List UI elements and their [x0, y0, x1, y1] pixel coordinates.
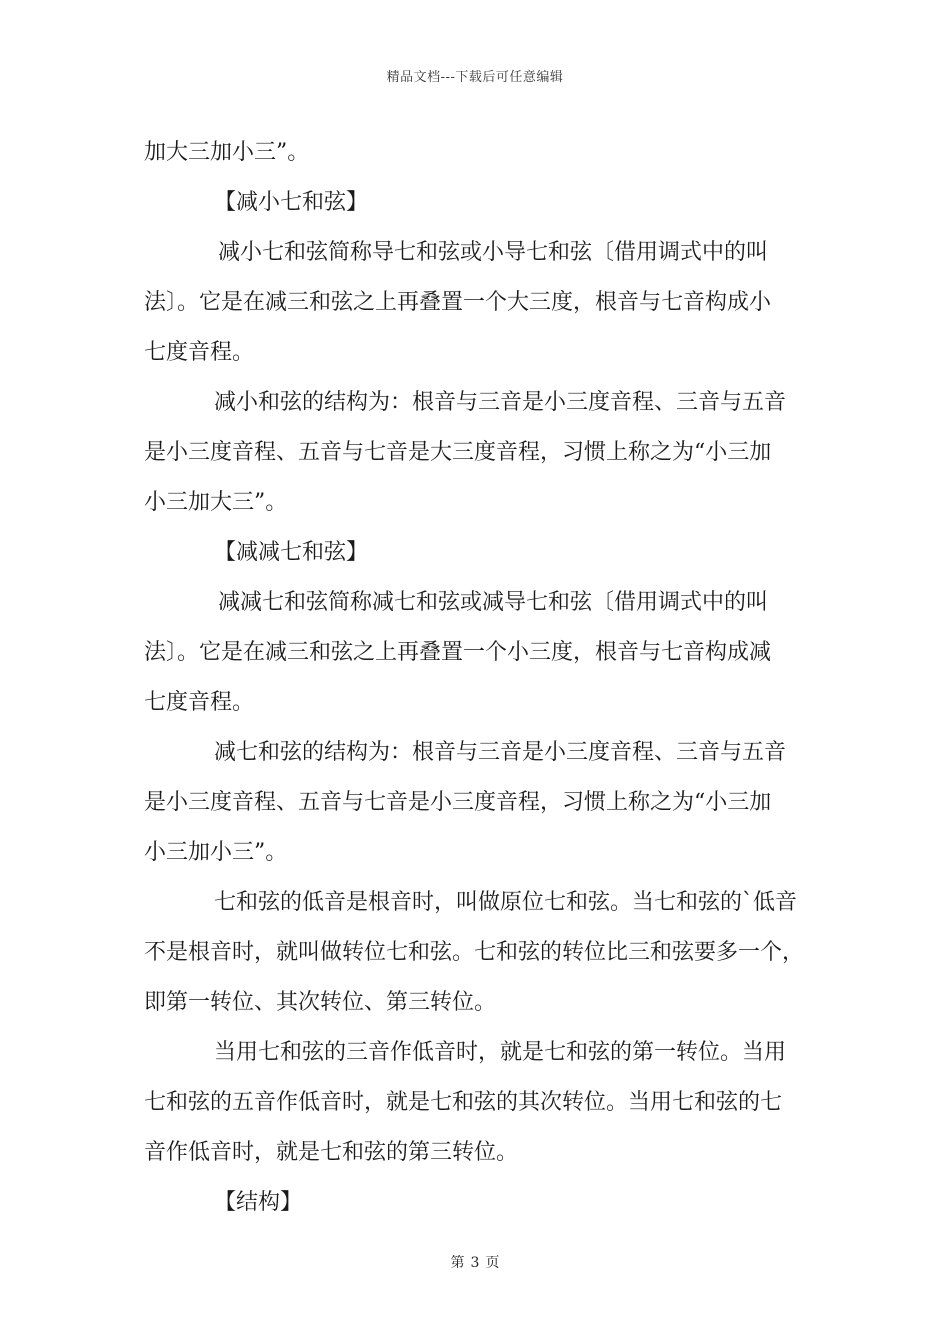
text-line: 法〕。它是在减三和弦之上再叠置一个小三度，根音与七音构成减 — [144, 640, 772, 665]
text-line: 加大三加小三”。 — [144, 140, 310, 165]
text-line: 当用七和弦的三音作低音时，就是七和弦的第一转位。当用 — [214, 1040, 787, 1065]
text-line: 减减七和弦简称减七和弦或减导七和弦〔借用调式中的叫 — [218, 590, 769, 615]
text-line: 是小三度音程、五音与七音是大三度音程，习惯上称之为“小三加 — [144, 440, 772, 465]
text-line: 不是根音时，就叫做转位七和弦。七和弦的转位比三和弦要多一个， — [144, 940, 805, 965]
section-heading-diminished-minor-seventh: 【减小七和弦】 — [214, 190, 369, 215]
text-line: 减小七和弦简称导七和弦或小导七和弦〔借用调式中的叫 — [218, 240, 769, 265]
text-line: 减七和弦的结构为：根音与三音是小三度音程、三音与五音 — [214, 740, 787, 765]
document-body — [144, 128, 814, 1228]
section-heading-structure: 【结构】 — [214, 1190, 303, 1215]
page-footer — [0, 1252, 950, 1272]
page-number: 3 — [470, 1255, 480, 1271]
text-line: 小三加大三”。 — [144, 490, 288, 515]
text-line: 法〕。它是在减三和弦之上再叠置一个大三度，根音与七音构成小 — [144, 290, 772, 315]
text-line: 音作低音时，就是七和弦的第三转位。 — [144, 1140, 519, 1165]
page-number-prefix: 第 — [450, 1255, 465, 1271]
text-line: 是小三度音程、五音与七音是小三度音程，习惯上称之为“小三加 — [144, 790, 772, 815]
text-line: 七度音程。 — [144, 340, 255, 365]
text-line: 七度音程。 — [144, 690, 255, 715]
text-line: 七和弦的五音作低音时，就是七和弦的其次转位。当用七和弦的七 — [144, 1090, 783, 1115]
page-number-suffix: 页 — [485, 1255, 500, 1271]
text-line: 七和弦的低音是根音时，叫做原位七和弦。当七和弦的`低音 — [214, 890, 798, 915]
text-line: 即第一转位、其次转位、第三转位。 — [144, 990, 497, 1015]
text-line: 小三加小三”。 — [144, 840, 288, 865]
page-header: 精品文档---下载后可任意编辑 — [386, 70, 564, 85]
text-line: 减小和弦的结构为：根音与三音是小三度音程、三音与五音 — [214, 390, 787, 415]
section-heading-diminished-seventh: 【减减七和弦】 — [214, 540, 369, 565]
